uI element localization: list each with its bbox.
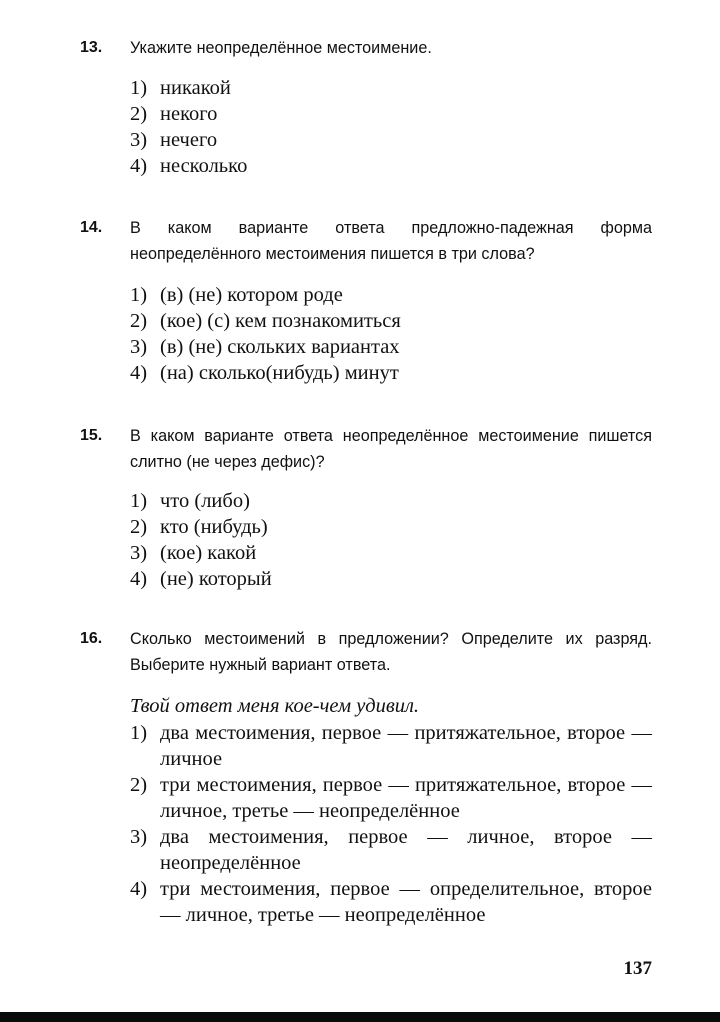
- answer-option: 2) некого: [130, 103, 218, 125]
- question-number: 16.: [80, 630, 103, 647]
- answer-option: 2) кто (нибудь): [130, 516, 268, 538]
- question-number: 13.: [80, 39, 103, 56]
- question-number: 15.: [80, 427, 103, 444]
- answer-options: [130, 488, 652, 592]
- answer-option: 1) (в) (не) котором роде: [130, 284, 343, 306]
- question-prompt: В каком варианте ответа неопределённое местоимение пишется слитно (не через дефис)?: [130, 427, 652, 471]
- bottom-edge-bar: [0, 1012, 720, 1022]
- question-number: 14.: [80, 219, 103, 236]
- answer-option: 1) что (либо): [130, 490, 250, 512]
- answer-option: 4) три местоимения, первое — определительное, второе — личное, третье — неопределённое: [130, 878, 652, 926]
- answer-option: 4) несколько: [130, 155, 248, 177]
- answer-option: 3) (в) (не) скольких вариантах: [130, 336, 400, 358]
- example-sentence: Твой ответ меня кое-чем удивил.: [130, 695, 420, 717]
- answer-option: 4) (на) сколько(нибудь) минут: [130, 362, 399, 384]
- answer-option: 3) два местоимения, первое — личное, второе — неопределённое: [130, 826, 652, 874]
- answer-option: 2) (кое) (с) кем познакомиться: [130, 310, 401, 332]
- question-prompt: В каком варианте ответа предложно-падежная форма неопределённого местоимения пишется в три слова?: [130, 219, 652, 263]
- answer-option: 1) два местоимения, первое — притяжательное, второе — личное: [130, 722, 652, 770]
- answer-options: [130, 720, 652, 928]
- page-number: 137: [623, 958, 652, 979]
- answer-options: [130, 282, 652, 386]
- answer-options: [130, 75, 652, 179]
- question-prompt: Сколько местоимений в предложении? Определите их разряд. Выберите нужный вариант ответа.: [130, 630, 652, 674]
- answer-option: 2) три местоимения, первое — притяжательное, второе — личное, третье — неопределённое: [130, 774, 652, 822]
- answer-option: 3) (кое) какой: [130, 542, 257, 564]
- answer-option: 1) никакой: [130, 77, 231, 99]
- answer-option: 4) (не) который: [130, 568, 272, 590]
- answer-option: 3) нечего: [130, 129, 218, 151]
- question-prompt: Укажите неопределённое местоимение.: [130, 39, 432, 57]
